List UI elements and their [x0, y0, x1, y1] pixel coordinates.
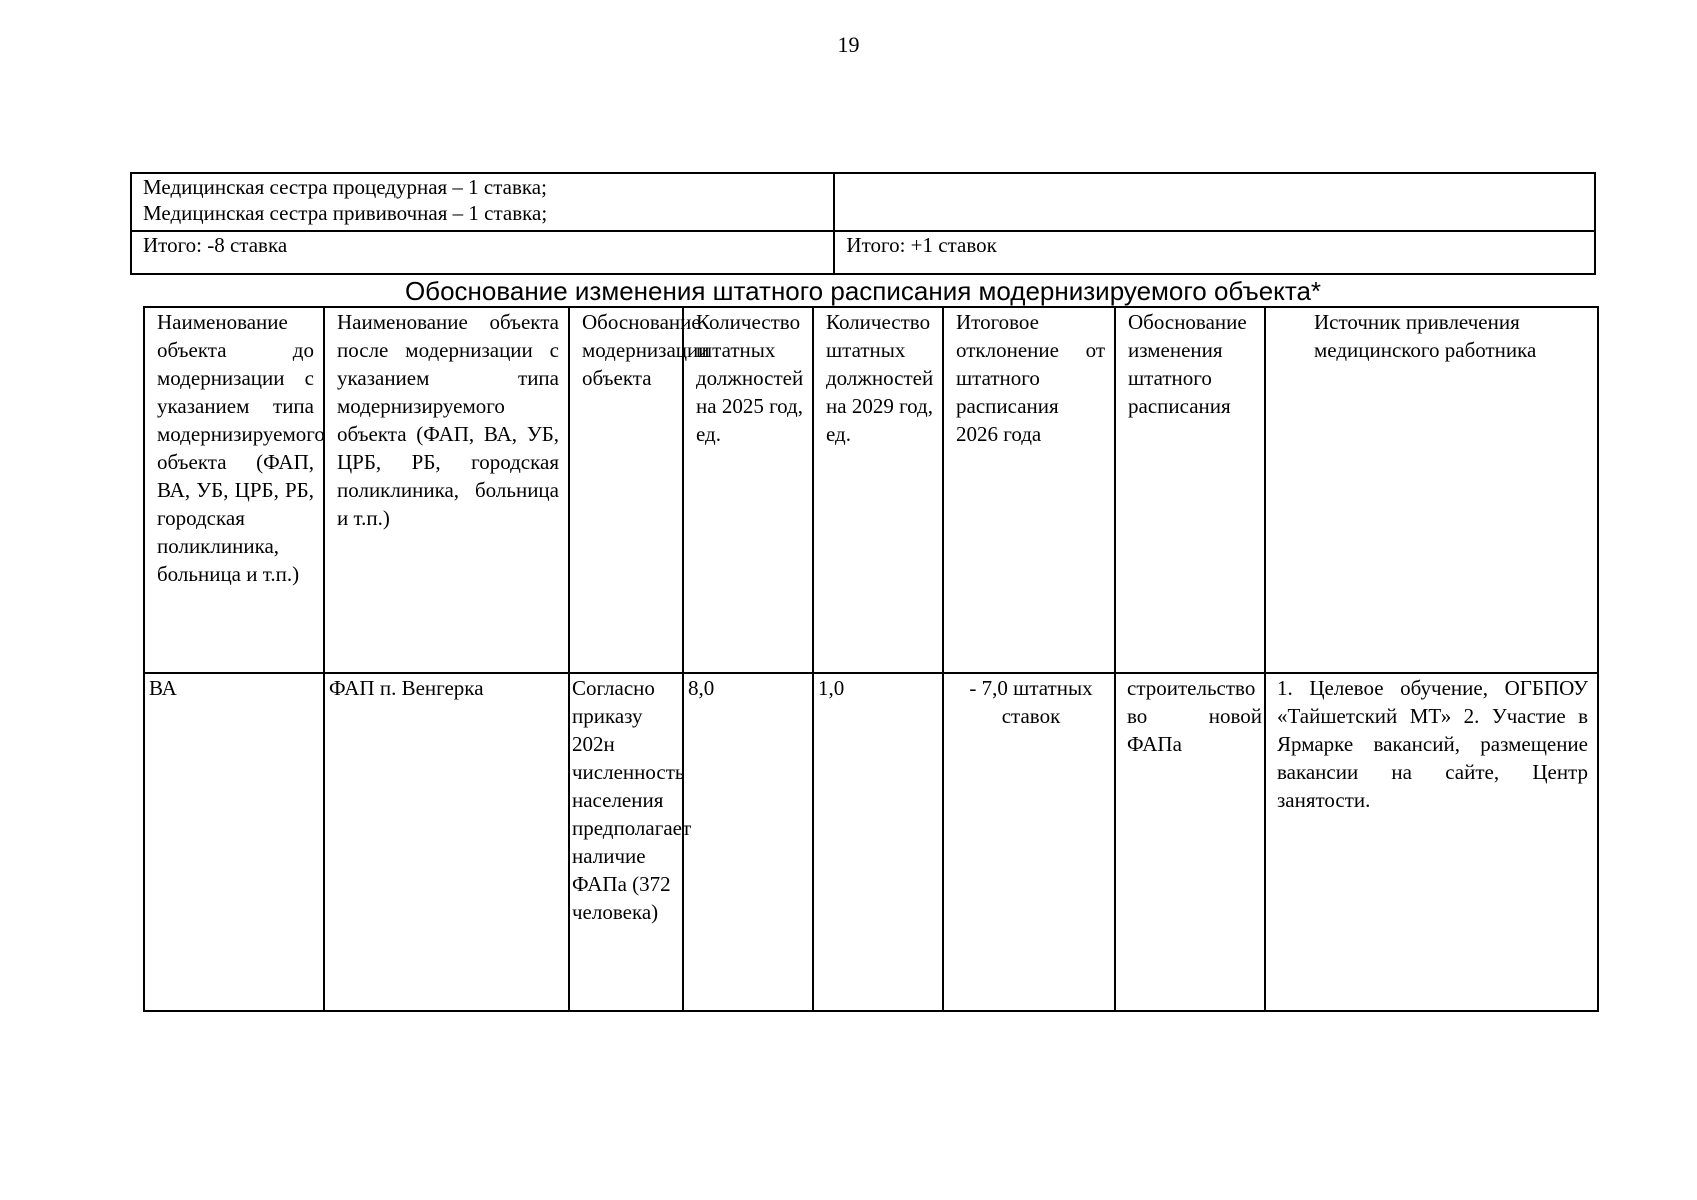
header-object-before: Наименование объекта до модернизации с указанием типа модернизируемого объекта (ФАП, ВА, УБ, ЦРБ, РБ, городская поликлиника, больница и т.п.) [144, 307, 324, 673]
header-object-after: Наименование объекта после модернизации с указанием типа модернизируемого объекта (ФАП, ВА, УБ, ЦРБ, РБ, городская поликлиника, больница и т.п.) [324, 307, 569, 673]
staff-summary-table [130, 172, 1596, 275]
cell-count-2025: 8,0 [683, 673, 813, 1011]
header-total-deviation: Итоговое отклонение от штатного расписания 2026 года [943, 307, 1115, 673]
table-header-row [144, 307, 1598, 673]
table-row [144, 673, 1598, 1011]
header-change-reason: Обоснование изменения штатного расписания [1115, 307, 1265, 673]
cell-object-before: ВА [144, 673, 324, 1011]
staffing-justification-table [143, 306, 1599, 1012]
cell-change-reason: строительство во новой ФАПа [1115, 673, 1265, 1011]
staff-positions-cell [131, 173, 834, 231]
cell-modernization-basis: Согласно приказу 202н численность населения предполагает наличие ФАПа (372 человека) [569, 673, 683, 1011]
cell-object-after: ФАП п. Венгерка [324, 673, 569, 1011]
page-number: 19 [837, 32, 860, 57]
total-left: Итого: -8 ставка [131, 231, 834, 274]
header-count-2029: Количество штатных должностей на 2029 год, ед. [813, 307, 943, 673]
cell-count-2029: 1,0 [813, 673, 943, 1011]
header-count-2025: Количество штатных должностей на 2025 год, ед. [683, 307, 813, 673]
total-right: Итого: +1 ставок [834, 231, 1595, 274]
staff-line-vaccination-nurse: Медицинская сестра прививочная – 1 ставка; [143, 201, 548, 225]
table-caption: Обоснование изменения штатного расписания модернизируемого объекта* [404, 276, 1322, 306]
staff-positions-row [131, 173, 1595, 231]
staff-line-procedural-nurse: Медицинская сестра процедурная – 1 ставка; [143, 175, 547, 199]
cell-total-deviation: - 7,0 штатных ставок [943, 673, 1115, 1011]
totals-row [131, 231, 1595, 274]
staff-positions-right-cell [834, 173, 1595, 231]
cell-worker-source: 1. Целевое обучение, ОГБПОУ «Тайшетский МТ» 2. Участие в Ярмарке вакансий, размещение вакансии на сайте, Центр занятости. [1265, 673, 1598, 1011]
header-modernization-basis: Обоснование модернизации объекта [569, 307, 683, 673]
header-worker-source: Источник привлечения медицинского работника [1265, 307, 1598, 673]
